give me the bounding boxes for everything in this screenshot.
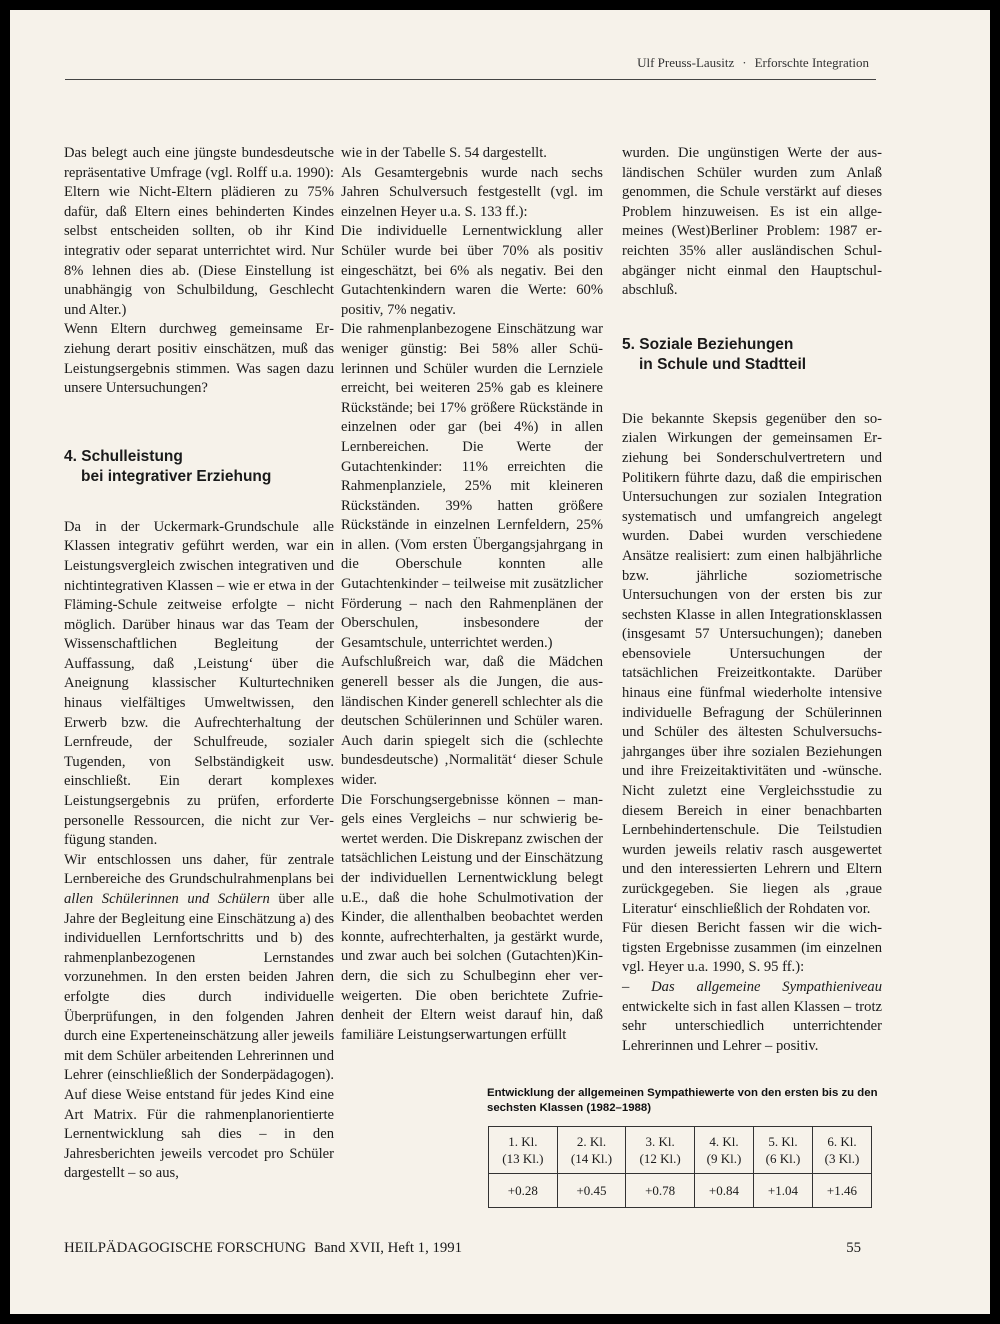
paragraph: Als Gesamtergebnis wurde nach sechs Jahren Schulversuch festgestellt (vgl. im einzelnen Heyer u.a. S. 133 ff.):	[341, 164, 603, 220]
emphasis-text: Das allgemeine Sympathieniveau	[651, 978, 882, 995]
paragraph: Für diesen Bericht fassen wir die wichtigsten Ergebnisse zusammen (im einzelnen vgl. Heyer u.a. 1990, S. 95 ff.):	[622, 920, 882, 976]
page-number: 55	[846, 1240, 861, 1256]
list-dash: –	[622, 978, 652, 995]
table-cell: +1.46	[812, 1174, 871, 1208]
section-heading-line: bei integrativer Erziehung	[81, 467, 272, 485]
text-column-1	[64, 144, 334, 1184]
text-column-3	[622, 144, 882, 1056]
table-header-cell: 1. Kl. (13 Kl.)	[489, 1127, 558, 1174]
running-head-title: Erforschte Integration	[754, 55, 869, 70]
paragraph	[622, 978, 882, 1056]
table-caption: Entwicklung der allgemeinen Sympathiewerte von den ersten bis zu den sechsten Klassen (1982–1988)	[487, 1087, 878, 1114]
table-cell: +0.28	[489, 1174, 558, 1208]
section-heading-4	[64, 447, 334, 487]
paragraph: Aufschlußreich war, daß die Mädchen generell besser als die Jungen, die ausländischen Kinder generell schlechter als die deutschen Schülerinnen und Schüler waren. Auch darin spiegelt sich die (schlechte bundesdeutsche) ‚Normalität‘ dieser Schule wider.	[341, 654, 603, 788]
sympathy-table-block	[487, 1086, 883, 1208]
table-cell: +0.45	[557, 1174, 626, 1208]
header-rule	[65, 79, 876, 80]
paragraph: wie in der Tabelle S. 54 dargestellt.	[341, 145, 547, 161]
text-run: Wir entschlossen uns daher, für zentrale Lernbereiche des Grundschulrahmenplans bei	[64, 851, 334, 888]
running-head	[637, 55, 869, 71]
section-heading-5	[622, 335, 882, 375]
table-header-cell: 5. Kl. (6 Kl.)	[753, 1127, 812, 1174]
section-heading-line: 5. Soziale Beziehungen	[622, 335, 794, 353]
text-column-2	[341, 144, 603, 1045]
table-value-row	[489, 1174, 872, 1208]
table-header-row	[489, 1127, 872, 1174]
running-head-author: Ulf Preuss-Lausitz	[637, 55, 735, 70]
sympathy-table	[488, 1126, 872, 1208]
paragraph: wurden. Die ungünstigen Werte der ausländischen Schüler wurden zum Anlaß genommen, die Schule verstärkt auf dieses Problem hinzuweisen. Es ist ein allgemeines (West)Berliner Problem: 1987 erreichten 35% aller ausländischen Schulabgänger nicht einmal den Hauptschulabschluß.	[622, 145, 882, 299]
paragraph	[64, 851, 334, 1184]
table-header-cell: 4. Kl. (9 Kl.)	[694, 1127, 753, 1174]
text-run: entwickelte sich in fast allen Klassen – trotz sehr unterschiedlich unterrichtender Lehrerinnen und Lehrer – positiv.	[622, 998, 882, 1054]
table-header-cell: 2. Kl. (14 Kl.)	[557, 1127, 626, 1174]
paragraph: Das belegt auch eine jüngste bundesdeutsche repräsentative Umfrage (vgl. Rolff u.a. 1990): Eltern wie Nicht-Eltern plädieren zu 75% dafür, daß Eltern eines behinderten Kindes selbst entscheiden sollten, ob ihr Kind integrativ oder separat unterrichtet wird. Nur 8% lehnen dies ab. (Diese Einstellung ist unabhängig von Schulbildung, Geschlecht und Alter.)	[64, 145, 334, 318]
paragraph: Da in der Uckermark-Grundschule alle Klassen integrativ geführt werden, war ein Leistungsvergleich zwischen integrativen und nichtintegrativen Klassen – wie er etwa in der Fläming-Schule zeitweise erfolgte – nicht möglich. Darüber hinaus war das Team der Wissenschaftlichen Begleitung der Auffassung, daß ‚Leistung‘ über die Aneignung klassischer Kulturtechniken hinaus vielfältiges Umweltwissen, den Erwerb bzw. die Aufrechterhaltung der Lernfreude, der Schulfreude, sozialer Tugenden, von Selbständigkeit usw. einschließt. Ein derart komplexes Leistungsergebnis zu prüfen, erforderte personelle Ressourcen, die nicht zur Verfügung standen.	[64, 518, 334, 849]
table-header-cell: 6. Kl. (3 Kl.)	[812, 1127, 871, 1174]
page-footer	[64, 1240, 462, 1257]
journal-volume: Band XVII, Heft 1, 1991	[314, 1240, 463, 1256]
table-header-cell: 3. Kl. (12 Kl.)	[626, 1127, 695, 1174]
section-heading-line: in Schule und Stadtteil	[639, 355, 807, 373]
paragraph: Die Forschungsergebnisse können – mangels eines Vergleichs – nur schwierig bewertet werden. Die Diskrepanz zwischen der tatsächlichen Leistung und der Einschätzung der individuellen Lernentwicklung belegt u.E., daß die hohe Schulmotivation der Kinder, die allenthalben beobachtet werden konnte, aufrechterhalten, ja gestärkt wurde, und zwar auch bei solchen (Gutachten)Kindern, die sich zu Schulbeginn eher verweigerten. Die oben berichtete Zufriedenheit der Eltern weist darauf hin, daß familiäre Leistungserwartungen erfüllt	[341, 791, 603, 1043]
paragraph: Wenn Eltern durchweg gemeinsame Erziehung derart positiv einschätzen, muß das Leistungsergebnis stimmen. Was sagen dazu unsere Untersuchungen?	[64, 321, 334, 397]
emphasis-text: allen Schülerinnen und Schülern	[64, 891, 270, 907]
journal-name: HEILPÄDAGOGISCHE FORSCHUNG	[64, 1240, 307, 1256]
table-cell: +1.04	[753, 1174, 812, 1208]
paragraph: Die rahmenplanbezogene Einschätzung war weniger günstig: Bei 58% aller Schülerinnen und Schüler wurden die Lernziele erreicht, bei weiteren 25% gab es kleinere Rückstände; bei 17% größere Rückstände in einzelnen oder gar (bei 4%) in allen Lernbereichen. Die Werte der Gutachtenkinder: 11% erreichten die Rahmenplanziele, 25% mit kleineren Rückständen. 39% hatten größere Rückstände in einzelnen Lernfeldern, 25% in allen. (Vom ersten Übergangsjahrgang in die Oberschule konnten alle Gutachtenkinder – teilweise mit zusätzlicher Förderung – nach den Rahmenplänen der Oberschulen, insbesondere der Gesamtschule, unterrichtet werden.)	[341, 321, 603, 651]
section-heading-line: 4. Schulleistung	[64, 447, 183, 465]
paragraph: Die bekannte Skepsis gegenüber den sozialen Wirkungen der gemeinsamen Erziehung bei Sonderschulvertretern und Politikern führte dazu, daß die empirischen Untersuchungen zur sozialen Integration systematisch und umfangreich angelegt wurden. Dabei wurden verschiedene Ansätze realisiert: zum einen halbjährliche bzw. jährliche soziometrische Untersuchungen von der ersten bis zur sechsten Klasse in allen Integrationsklassen (insgesamt 57 Untersuchungen); daneben ebensoviele Untersuchungen der tatsächlichen Freizeitkontakte. Darüber hinaus eine fünfmal wiederholte intensive individuelle Befragung der Schülerinnen und Schüler des ältesten Schulversuchsjahrganges über ihre sozialen Beziehungen und ihre Freizeitaktivitäten und -wünsche. Nicht zuletzt eine Vergleichsstudie zu diesem Bereich in einer benachbarten Lernbehindertenschule. Die Teilstudien wurden jeweils relativ rasch ausgewertet und den interessierten Lehrern und Eltern zurückgegeben. Sie liegen als ‚graue Literatur‘ einschließlich der Rohdaten vor.	[622, 410, 882, 917]
journal-page	[10, 10, 990, 1314]
table-cell: +0.84	[694, 1174, 753, 1208]
text-run: über alle Jahre der Begleitung eine Einschätzung a) des individuellen Lernfortschritts und b) des rahmenplanbezogenen Lernstandes vorzunehmen. In den ersten beiden Jahren erfolgte dies durch individuelle Überprüfungen, in den folgenden Jahren durch eine Experteneinschätzung aller jeweils mit dem Schüler arbeitenden Lehrerinnen und Lehrer (einschließlich der Sonderpädagogen). Auf diese Weise entstand für jedes Kind eine Art Matrix. Für die rahmenplanorientierte Lernentwicklung sah dies – in den Jahresberichten jeweils vercodet pro Schüler dargestellt – so aus,	[64, 891, 334, 1182]
paragraph: Die individuelle Lernentwicklung aller Schüler wurde bei über 70% als positiv eingeschätzt, bei 6% als negativ. Bei den Gutachtenkindern waren die Werte: 60% positiv, 7% negativ.	[341, 223, 603, 318]
table-cell: +0.78	[626, 1174, 695, 1208]
running-head-separator: ·	[742, 55, 747, 70]
